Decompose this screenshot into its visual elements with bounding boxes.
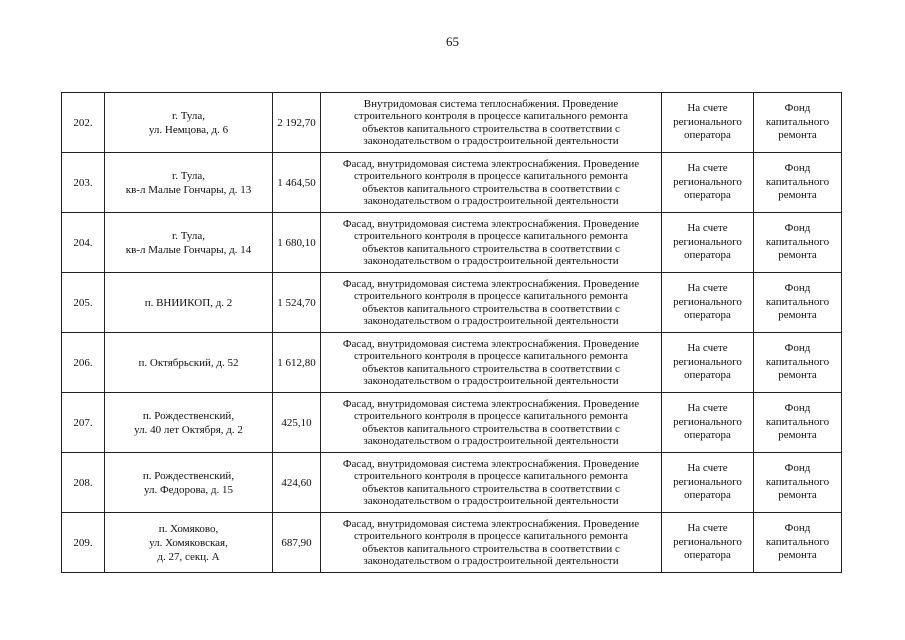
work-description-cell [321,213,662,273]
area-cell: 424,60 [273,453,321,513]
address-cell [105,213,273,273]
work-description-cell-line: Фасад, внутридомовая система электроснабжения. Проведение [342,277,640,290]
funding-source-cell-line: ремонта [778,369,817,382]
repair-program-table [61,92,842,573]
address-cell-line: п. ВНИИКОП, д. 2 [144,296,233,309]
account-cell-line: оператора [684,189,731,202]
funding-source-cell-line: ремонта [778,129,817,142]
work-description-cell-line: строительного контроля в процессе капитального ремонта [354,110,628,123]
account-cell [662,393,754,453]
work-description-cell-line: строительного контроля в процессе капитального ремонта [354,350,628,363]
account-cell-line: регионального [673,415,742,428]
address-cell-line: ул. Немцова, д. 6 [148,123,229,136]
account-cell-line: оператора [684,369,731,382]
work-description-cell [321,273,662,333]
work-description-cell [321,453,662,513]
account-cell-line: На счете [687,462,728,475]
account-cell [662,93,754,153]
account-cell-line: На счете [687,162,728,175]
table-row [62,273,842,333]
funding-source-cell-line: капитального [765,235,830,248]
funding-source-cell [754,93,842,153]
work-description-cell-line: объектов капитального строительства в соответствии с [362,482,620,495]
table-row [62,213,842,273]
funding-source-cell-line: ремонта [778,489,817,502]
account-cell [662,333,754,393]
funding-source-cell [754,453,842,513]
address-cell [105,93,273,153]
table-row [62,333,842,393]
address-cell-line: ул. Федорова, д. 15 [143,483,234,496]
work-description-cell [321,93,662,153]
address-cell-line: г. Тула, [171,229,206,242]
funding-source-cell-line: капитального [765,535,830,548]
work-description-cell-line: строительного контроля в процессе капитального ремонта [354,170,628,183]
work-description-cell-line: Фасад, внутридомовая система электроснабжения. Проведение [342,457,640,470]
funding-source-cell [754,333,842,393]
funding-source-cell-line: капитального [765,295,830,308]
work-description-cell-line: объектов капитального строительства в соответствии с [362,542,620,555]
work-description-cell-line: Внутридомовая система теплоснабжения. Проведение [363,97,619,110]
funding-source-cell-line: капитального [765,175,830,188]
account-cell-line: оператора [684,429,731,442]
address-cell-line: г. Тула, [171,169,206,182]
work-description-cell-line: объектов капитального строительства в соответствии с [362,362,620,375]
funding-source-cell-line: капитального [765,475,830,488]
work-description-cell-line: строительного контроля в процессе капитального ремонта [354,230,628,243]
address-cell [105,393,273,453]
account-cell-line: регионального [673,115,742,128]
row-number: 206. [62,333,105,393]
funding-source-cell-line: Фонд [784,162,811,175]
area-cell: 425,10 [273,393,321,453]
address-cell [105,153,273,213]
account-cell [662,273,754,333]
work-description-cell-line: законодательством о градостроительной деятельности [363,134,619,147]
work-description-cell-line: объектов капитального строительства в соответствии с [362,242,620,255]
account-cell [662,513,754,573]
work-description-cell-line: объектов капитального строительства в соответствии с [362,182,620,195]
funding-source-cell-line: Фонд [784,102,811,115]
funding-source-cell [754,213,842,273]
account-cell-line: регионального [673,535,742,548]
work-description-cell-line: Фасад, внутридомовая система электроснабжения. Проведение [342,157,640,170]
address-cell-line: п. Рождественский, [142,409,235,422]
work-description-cell-line: законодательством о градостроительной деятельности [363,434,619,447]
table-row [62,153,842,213]
account-cell [662,453,754,513]
funding-source-cell-line: ремонта [778,309,817,322]
account-cell-line: оператора [684,309,731,322]
work-description-cell-line: строительного контроля в процессе капитального ремонта [354,290,628,303]
work-description-cell-line: законодательством о градостроительной деятельности [363,374,619,387]
work-description-cell-line: строительного контроля в процессе капитального ремонта [354,530,628,543]
table-row [62,453,842,513]
area-cell: 1 612,80 [273,333,321,393]
address-cell-line: д. 27, секц. А [157,550,220,563]
address-cell [105,273,273,333]
funding-source-cell-line: Фонд [784,222,811,235]
address-cell-line: п. Хомяково, [158,522,219,535]
address-cell-line: кв-л Малые Гончары, д. 14 [125,243,252,256]
page-number: 65 [446,34,459,49]
funding-source-cell-line: Фонд [784,402,811,415]
row-number: 203. [62,153,105,213]
account-cell-line: На счете [687,522,728,535]
funding-source-cell [754,393,842,453]
address-cell-line: ул. Хомяковская, [149,536,228,549]
area-cell: 1 680,10 [273,213,321,273]
work-description-cell-line: Фасад, внутридомовая система электроснабжения. Проведение [342,517,640,530]
work-description-cell [321,333,662,393]
work-description-cell-line: законодательством о градостроительной деятельности [363,554,619,567]
table-row [62,393,842,453]
account-cell-line: оператора [684,549,731,562]
row-number: 209. [62,513,105,573]
account-cell-line: На счете [687,102,728,115]
address-cell-line: п. Рождественский, [142,469,235,482]
work-description-cell-line: объектов капитального строительства в соответствии с [362,122,620,135]
work-description-cell [321,513,662,573]
table-row [62,513,842,573]
funding-source-cell [754,153,842,213]
address-cell-line: п. Октябрьский, д. 52 [138,356,239,369]
row-number: 207. [62,393,105,453]
work-description-cell [321,393,662,453]
funding-source-cell-line: ремонта [778,189,817,202]
work-description-cell-line: строительного контроля в процессе капитального ремонта [354,410,628,423]
account-cell-line: На счете [687,282,728,295]
funding-source-cell-line: Фонд [784,342,811,355]
funding-source-cell-line: Фонд [784,462,811,475]
work-description-cell-line: объектов капитального строительства в соответствии с [362,302,620,315]
account-cell [662,153,754,213]
account-cell-line: оператора [684,129,731,142]
account-cell-line: регионального [673,355,742,368]
row-number: 208. [62,453,105,513]
account-cell-line: регионального [673,475,742,488]
work-description-cell-line: объектов капитального строительства в соответствии с [362,422,620,435]
table-row [62,93,842,153]
funding-source-cell-line: капитального [765,355,830,368]
area-cell: 2 192,70 [273,93,321,153]
work-description-cell-line: законодательством о градостроительной деятельности [363,494,619,507]
work-description-cell-line: законодательством о градостроительной деятельности [363,194,619,207]
account-cell-line: регионального [673,295,742,308]
account-cell [662,213,754,273]
address-cell-line: г. Тула, [171,109,206,122]
funding-source-cell-line: ремонта [778,249,817,262]
work-description-cell-line: законодательством о градостроительной деятельности [363,314,619,327]
area-cell: 1 464,50 [273,153,321,213]
work-description-cell-line: Фасад, внутридомовая система электроснабжения. Проведение [342,217,640,230]
work-description-cell-line: Фасад, внутридомовая система электроснабжения. Проведение [342,337,640,350]
work-description-cell-line: законодательством о градостроительной деятельности [363,254,619,267]
funding-source-cell-line: Фонд [784,522,811,535]
area-cell: 1 524,70 [273,273,321,333]
area-cell: 687,90 [273,513,321,573]
address-cell [105,513,273,573]
address-cell-line: кв-л Малые Гончары, д. 13 [125,183,252,196]
address-cell [105,333,273,393]
account-cell-line: На счете [687,342,728,355]
account-cell-line: оператора [684,489,731,502]
account-cell-line: На счете [687,222,728,235]
funding-source-cell-line: капитального [765,115,830,128]
account-cell-line: регионального [673,175,742,188]
work-description-cell [321,153,662,213]
funding-source-cell [754,513,842,573]
funding-source-cell-line: Фонд [784,282,811,295]
funding-source-cell-line: капитального [765,415,830,428]
account-cell-line: На счете [687,402,728,415]
work-description-cell-line: Фасад, внутридомовая система электроснабжения. Проведение [342,397,640,410]
account-cell-line: оператора [684,249,731,262]
funding-source-cell-line: ремонта [778,429,817,442]
address-cell-line: ул. 40 лет Октября, д. 2 [134,423,243,436]
row-number: 204. [62,213,105,273]
row-number: 205. [62,273,105,333]
work-description-cell-line: строительного контроля в процессе капитального ремонта [354,470,628,483]
account-cell-line: регионального [673,235,742,248]
funding-source-cell-line: ремонта [778,549,817,562]
row-number: 202. [62,93,105,153]
funding-source-cell [754,273,842,333]
address-cell [105,453,273,513]
